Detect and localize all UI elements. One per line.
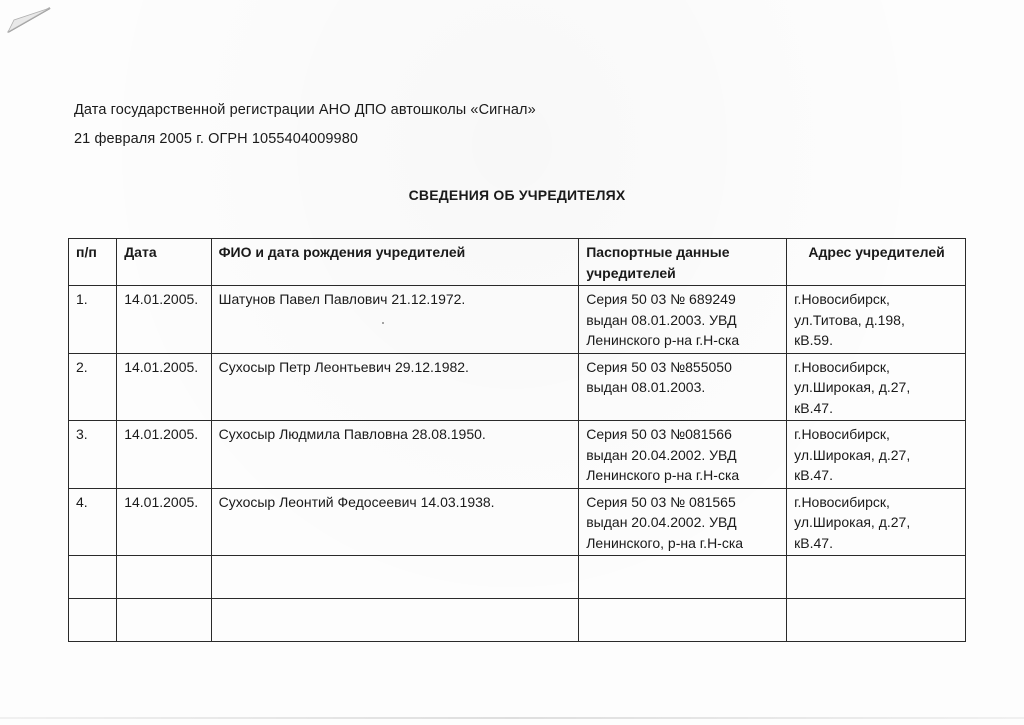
founder-row	[69, 286, 966, 354]
empty-cell	[69, 556, 117, 599]
founder-address	[787, 353, 966, 421]
founders-table-body	[69, 286, 966, 642]
passport-line: Серия 50 03 № 689249	[586, 291, 736, 307]
address-line: г.Новосибирск,	[794, 426, 890, 442]
column-header-fio: ФИО и дата рождения учредителей	[211, 239, 579, 286]
registration-date-line: Дата государственной регистрации АНО ДПО автошколы «Сигнал»	[74, 102, 536, 118]
passport-line: Серия 50 03 № 081565	[586, 493, 736, 510]
passport-line: Ленинского р-на г.Н-ска	[586, 467, 740, 483]
founder-date: 14.01.2005.	[117, 488, 211, 556]
page-corner-fold	[0, 0, 60, 40]
passport-line: Ленинского, р-на г.Н-ска	[586, 534, 744, 551]
document-title: СВЕДЕНИЯ ОБ УЧРЕДИТЕЛЯХ	[408, 187, 626, 203]
empty-row	[69, 599, 966, 642]
column-header-passport: Паспортные данные учредителей	[579, 239, 787, 286]
empty-cell	[117, 556, 211, 599]
founder-number: 4.	[69, 488, 117, 556]
address-line: кВ.47.	[794, 399, 833, 416]
founder-passport	[579, 353, 787, 421]
founder-row	[69, 353, 966, 421]
founder-date: 14.01.2005.	[117, 421, 211, 489]
address-line: кВ.47.	[794, 534, 833, 551]
passport-line: выдан 20.04.2002. УВД	[586, 514, 737, 530]
passport-line: выдан 08.01.2003.	[586, 379, 706, 395]
founder-fio: Сухосыр Петр Леонтьевич 29.12.1982.	[211, 353, 579, 421]
founders-table	[68, 238, 966, 642]
passport-line: Серия 50 03 №855050	[586, 358, 732, 375]
founder-fio: Шатунов Павел Павлович 21.12.1972.	[211, 286, 579, 354]
passport-line: выдан 20.04.2002. УВД	[586, 446, 737, 463]
address-line: г.Новосибирск,	[794, 358, 890, 375]
passport-line: Серия 50 03 №081566	[586, 426, 732, 442]
empty-cell	[579, 599, 787, 642]
founder-date: 14.01.2005.	[117, 353, 211, 421]
passport-line: выдан 08.01.2003. УВД	[586, 311, 737, 328]
address-line: г.Новосибирск,	[794, 493, 890, 510]
empty-cell	[787, 599, 966, 642]
column-header-address: Адрес учредителей	[787, 239, 966, 286]
empty-cell	[787, 556, 966, 599]
founder-passport	[579, 286, 787, 354]
founder-row	[69, 488, 966, 556]
table-header-row	[69, 239, 966, 286]
address-line: кВ.59.	[794, 332, 833, 348]
empty-row	[69, 556, 966, 599]
founder-number: 3.	[69, 421, 117, 489]
address-line: кВ.47.	[794, 467, 833, 483]
empty-cell	[211, 556, 579, 599]
founder-date: 14.01.2005.	[117, 286, 211, 354]
founder-fio: Сухосыр Леонтий Федосеевич 14.03.1938.	[211, 488, 579, 556]
founder-address	[787, 488, 966, 556]
address-line: ул.Широкая, д.27,	[794, 446, 911, 463]
address-line: ул.Титова, д.198,	[794, 311, 905, 328]
empty-cell	[117, 599, 211, 642]
scan-bottom-edge	[0, 717, 1024, 719]
scan-speck	[382, 322, 384, 324]
founder-fio: Сухосыр Людмила Павловна 28.08.1950.	[211, 421, 579, 489]
empty-cell	[579, 556, 787, 599]
column-header-number: п/п	[69, 239, 117, 286]
founder-passport	[579, 488, 787, 556]
founder-address	[787, 286, 966, 354]
founder-address	[787, 421, 966, 489]
address-line: ул.Широкая, д.27,	[794, 514, 911, 530]
founder-passport	[579, 421, 787, 489]
empty-cell	[69, 599, 117, 642]
founder-number: 2.	[69, 353, 117, 421]
empty-cell	[211, 599, 579, 642]
founder-row	[69, 421, 966, 489]
registration-ogrn-line: 21 февраля 2005 г. ОГРН 1055404009980	[74, 131, 359, 147]
passport-line: Ленинского р-на г.Н-ска	[586, 332, 740, 348]
address-line: ул.Широкая, д.27,	[794, 379, 911, 395]
founder-number: 1.	[69, 286, 117, 354]
column-header-date: Дата	[117, 239, 211, 286]
address-line: г.Новосибирск,	[794, 291, 890, 307]
